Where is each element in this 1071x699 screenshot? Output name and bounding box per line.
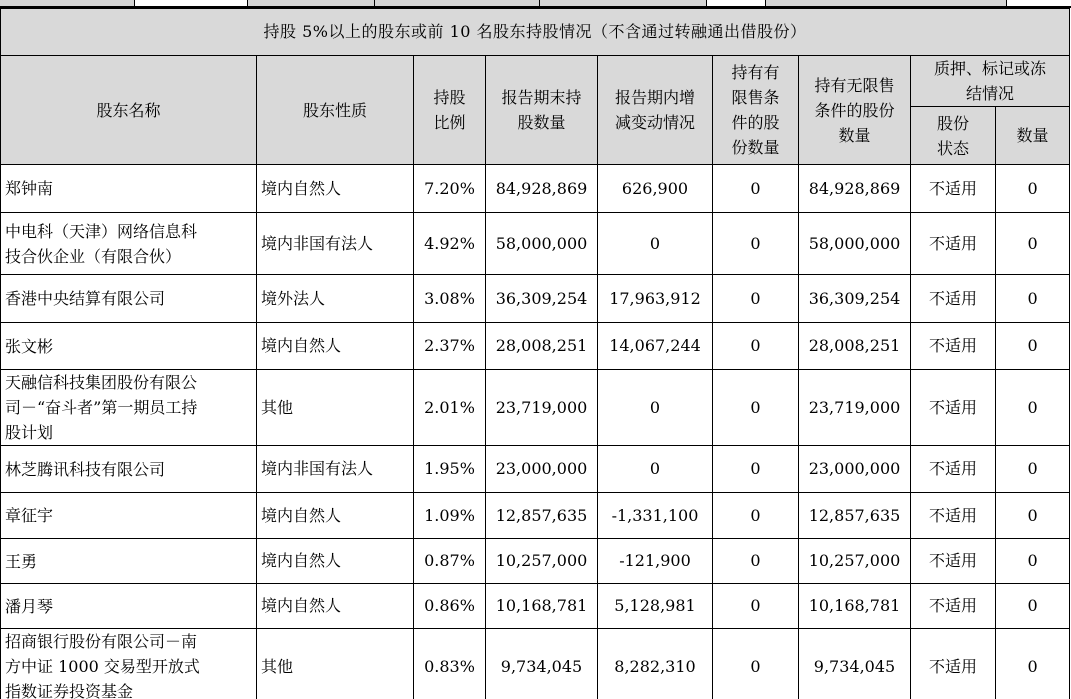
shareholder-name-cell bbox=[1, 323, 257, 370]
share-status-cell: 不适用 bbox=[911, 446, 996, 493]
unrestricted-shares-cell: 84,928,869 bbox=[799, 165, 911, 213]
period-end-shares-cell: 23,000,000 bbox=[486, 446, 598, 493]
period-end-shares-cell: 12,857,635 bbox=[486, 493, 598, 539]
shareholder-name-text: 郑钟南 bbox=[5, 179, 54, 198]
pledge-quantity-cell: 0 bbox=[996, 629, 1070, 699]
restricted-shares-cell: 0 bbox=[713, 539, 799, 584]
table-row bbox=[1, 165, 1070, 213]
shareholder-name-cell bbox=[1, 446, 257, 493]
table-row bbox=[1, 584, 1070, 629]
period-end-shares-cell: 36,309,254 bbox=[486, 275, 598, 323]
shareholders-table-body bbox=[1, 165, 1070, 699]
holding-ratio-cell: 3.08% bbox=[414, 275, 486, 323]
unrestricted-shares-cell: 58,000,000 bbox=[799, 213, 911, 275]
period-change-cell: 0 bbox=[598, 213, 713, 275]
table-row bbox=[1, 539, 1070, 584]
period-change-cell: 17,963,912 bbox=[598, 275, 713, 323]
holding-ratio-cell: 0.86% bbox=[414, 584, 486, 629]
pledge-quantity-cell: 0 bbox=[996, 323, 1070, 370]
shareholder-name-cell bbox=[1, 493, 257, 539]
col-header-shareholder-nature: 股东性质 bbox=[257, 56, 414, 165]
shareholder-name-cell bbox=[1, 539, 257, 584]
pledge-quantity-cell: 0 bbox=[996, 539, 1070, 584]
pledge-quantity-cell: 0 bbox=[996, 370, 1070, 446]
share-status-cell: 不适用 bbox=[911, 539, 996, 584]
section-title-row bbox=[1, 9, 1070, 56]
cropped-cell bbox=[766, 0, 1007, 6]
holding-ratio-cell: 0.83% bbox=[414, 629, 486, 699]
restricted-shares-cell: 0 bbox=[713, 165, 799, 213]
shareholder-name-text: 天融信科技集团股份有限公司－“奋斗者”第一期员工持股计划 bbox=[5, 373, 198, 442]
shareholder-name-cell bbox=[1, 165, 257, 213]
shareholder-name-text: 招商银行股份有限公司－南方中证 1000 交易型开放式指数证券投资基金 bbox=[5, 632, 200, 699]
period-end-shares-cell: 58,000,000 bbox=[486, 213, 598, 275]
restricted-shares-cell: 0 bbox=[713, 584, 799, 629]
share-status-cell: 不适用 bbox=[911, 493, 996, 539]
period-end-shares-cell: 9,734,045 bbox=[486, 629, 598, 699]
unrestricted-shares-cell: 23,719,000 bbox=[799, 370, 911, 446]
shareholder-name-cell bbox=[1, 584, 257, 629]
cropped-cell bbox=[707, 0, 766, 6]
period-end-shares-cell: 10,257,000 bbox=[486, 539, 598, 584]
period-change-cell: -121,900 bbox=[598, 539, 713, 584]
shareholder-name-text: 张文彬 bbox=[5, 336, 54, 356]
shareholders-table bbox=[0, 8, 1070, 699]
table-row bbox=[1, 370, 1070, 446]
col-header-restricted-shares: 持有有限售条件的股份数量 bbox=[713, 56, 799, 165]
period-change-cell: 5,128,981 bbox=[598, 584, 713, 629]
shareholder-nature-cell: 境内自然人 bbox=[257, 584, 414, 629]
share-status-cell: 不适用 bbox=[911, 213, 996, 275]
unrestricted-shares-cell: 12,857,635 bbox=[799, 493, 911, 539]
table-row bbox=[1, 446, 1070, 493]
shareholder-nature-cell: 境内自然人 bbox=[257, 323, 414, 370]
restricted-shares-cell: 0 bbox=[713, 213, 799, 275]
shareholder-name-cell bbox=[1, 275, 257, 323]
pledge-quantity-cell: 0 bbox=[996, 446, 1070, 493]
share-status-cell: 不适用 bbox=[911, 370, 996, 446]
period-end-shares-cell: 28,008,251 bbox=[486, 323, 598, 370]
unrestricted-shares-cell: 10,257,000 bbox=[799, 539, 911, 584]
holding-ratio-cell: 0.87% bbox=[414, 539, 486, 584]
table-row bbox=[1, 629, 1070, 699]
cropped-cell bbox=[248, 0, 375, 6]
holding-ratio-cell: 1.09% bbox=[414, 493, 486, 539]
header-row-primary bbox=[1, 56, 1070, 107]
table-row bbox=[1, 323, 1070, 370]
unrestricted-shares-cell: 10,168,781 bbox=[799, 584, 911, 629]
shareholder-nature-cell: 其他 bbox=[257, 629, 414, 699]
restricted-shares-cell: 0 bbox=[713, 493, 799, 539]
share-status-cell: 不适用 bbox=[911, 275, 996, 323]
unrestricted-shares-cell: 28,008,251 bbox=[799, 323, 911, 370]
period-end-shares-cell: 23,719,000 bbox=[486, 370, 598, 446]
table-row bbox=[1, 275, 1070, 323]
pledge-quantity-cell: 0 bbox=[996, 584, 1070, 629]
pledge-quantity-cell: 0 bbox=[996, 165, 1070, 213]
period-change-cell: 8,282,310 bbox=[598, 629, 713, 699]
shareholder-name-text: 王勇 bbox=[5, 551, 38, 571]
shareholder-name-text: 林芝腾讯科技有限公司 bbox=[5, 459, 166, 479]
holding-ratio-cell: 7.20% bbox=[414, 165, 486, 213]
cropped-cell bbox=[135, 0, 248, 6]
col-header-shareholder-name: 股东名称 bbox=[1, 56, 257, 165]
pledge-quantity-cell: 0 bbox=[996, 493, 1070, 539]
cropped-cell bbox=[375, 0, 540, 6]
shareholder-name-text: 香港中央结算有限公司 bbox=[5, 289, 166, 308]
period-change-cell: 0 bbox=[598, 370, 713, 446]
shareholder-name-text: 章征宇 bbox=[5, 506, 54, 525]
share-status-cell: 不适用 bbox=[911, 629, 996, 699]
unrestricted-shares-cell: 36,309,254 bbox=[799, 275, 911, 323]
restricted-shares-cell: 0 bbox=[713, 275, 799, 323]
shareholder-nature-cell: 境内自然人 bbox=[257, 493, 414, 539]
restricted-shares-cell: 0 bbox=[713, 323, 799, 370]
period-end-shares-cell: 10,168,781 bbox=[486, 584, 598, 629]
shareholder-name-cell bbox=[1, 370, 257, 446]
period-change-cell: -1,331,100 bbox=[598, 493, 713, 539]
section-title: 持股 5%以上的股东或前 10 名股东持股情况（不含通过转融通出借股份） bbox=[1, 9, 1070, 56]
unrestricted-shares-cell: 23,000,000 bbox=[799, 446, 911, 493]
col-header-share-status: 股份状态 bbox=[911, 107, 996, 165]
period-change-cell: 626,900 bbox=[598, 165, 713, 213]
table-row bbox=[1, 493, 1070, 539]
period-end-shares-cell: 84,928,869 bbox=[486, 165, 598, 213]
shareholder-name-text: 中电科（天津）网络信息科技合伙企业（有限合伙） bbox=[5, 221, 198, 266]
col-header-pledge-quantity: 数量 bbox=[996, 107, 1070, 165]
shareholder-nature-cell: 境内非国有法人 bbox=[257, 213, 414, 275]
col-header-period-end-shares: 报告期末持股数量 bbox=[486, 56, 598, 165]
col-header-holding-ratio: 持股比例 bbox=[414, 56, 486, 165]
col-header-period-change: 报告期内增减变动情况 bbox=[598, 56, 713, 165]
shareholder-nature-cell: 境内自然人 bbox=[257, 165, 414, 213]
period-change-cell: 14,067,244 bbox=[598, 323, 713, 370]
shareholder-nature-cell: 境内非国有法人 bbox=[257, 446, 414, 493]
period-change-cell: 0 bbox=[598, 446, 713, 493]
shareholder-nature-cell: 境内自然人 bbox=[257, 539, 414, 584]
restricted-shares-cell: 0 bbox=[713, 446, 799, 493]
table-row bbox=[1, 213, 1070, 275]
col-header-pledge-group: 质押、标记或冻结情况 bbox=[911, 56, 1070, 107]
shareholder-name-cell bbox=[1, 629, 257, 699]
shareholder-nature-cell: 其他 bbox=[257, 370, 414, 446]
holding-ratio-cell: 2.37% bbox=[414, 323, 486, 370]
holding-ratio-cell: 2.01% bbox=[414, 370, 486, 446]
cropped-previous-row bbox=[0, 0, 1071, 8]
pledge-quantity-cell: 0 bbox=[996, 275, 1070, 323]
shareholder-name-cell bbox=[1, 213, 257, 275]
cropped-cell bbox=[540, 0, 707, 6]
shareholder-nature-cell: 境外法人 bbox=[257, 275, 414, 323]
cropped-cell bbox=[0, 0, 135, 6]
share-status-cell: 不适用 bbox=[911, 584, 996, 629]
cropped-cell bbox=[1007, 0, 1071, 6]
share-status-cell: 不适用 bbox=[911, 323, 996, 370]
shareholder-name-text: 潘月琴 bbox=[5, 596, 54, 616]
col-header-unrestricted-shares: 持有无限售条件的股份数量 bbox=[799, 56, 911, 165]
share-status-cell: 不适用 bbox=[911, 165, 996, 213]
pledge-quantity-cell: 0 bbox=[996, 213, 1070, 275]
holding-ratio-cell: 1.95% bbox=[414, 446, 486, 493]
restricted-shares-cell: 0 bbox=[713, 629, 799, 699]
restricted-shares-cell: 0 bbox=[713, 370, 799, 446]
holding-ratio-cell: 4.92% bbox=[414, 213, 486, 275]
unrestricted-shares-cell: 9,734,045 bbox=[799, 629, 911, 699]
